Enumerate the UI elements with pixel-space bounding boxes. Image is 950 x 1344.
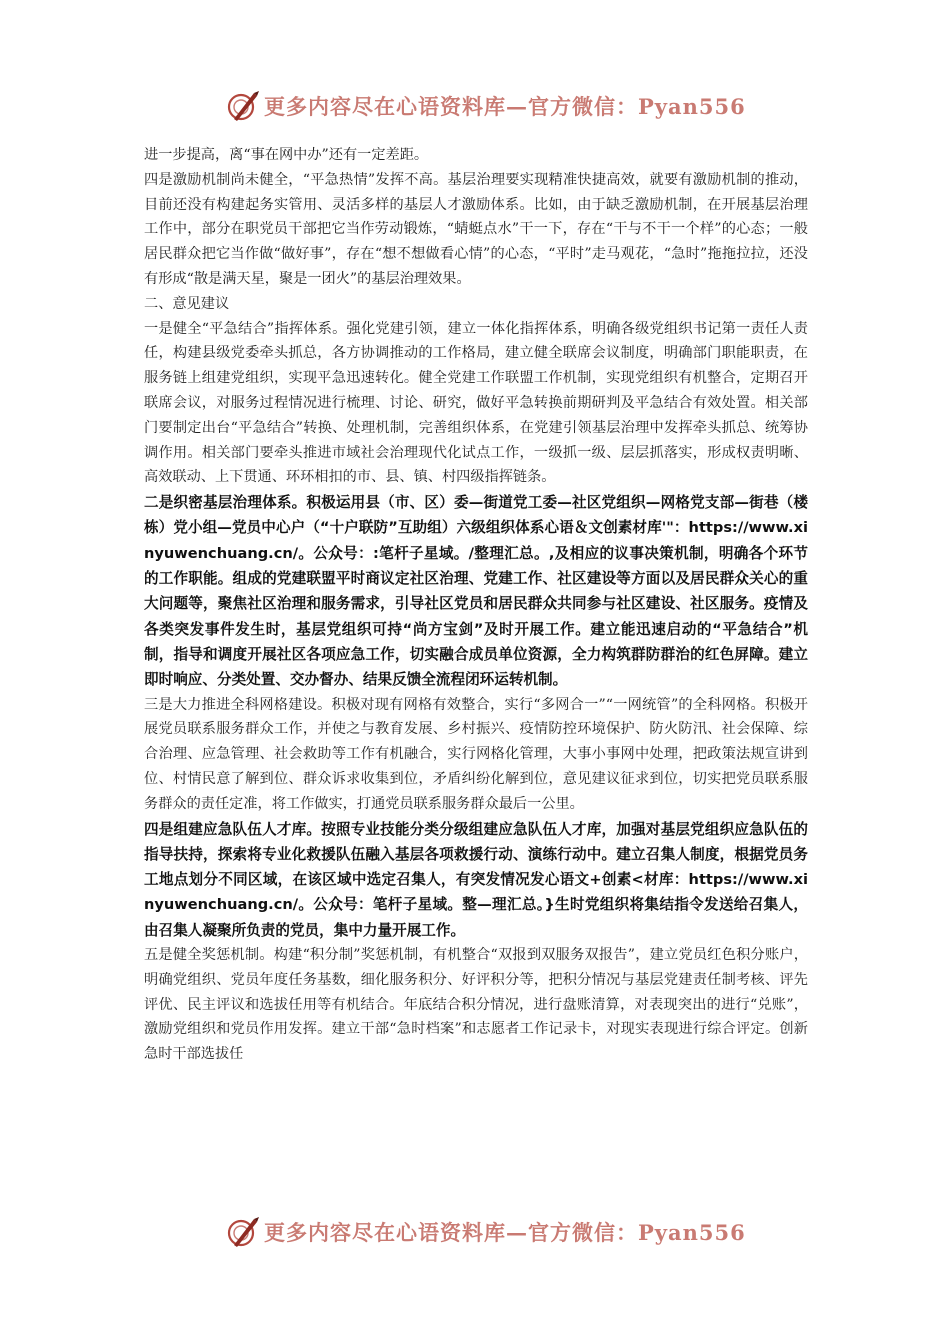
paragraph-bold: 二是织密基层治理体系。积极运用县（市、区）委—街道党工委—社区党组织—网格党支部—街巷（楼栋）党小组—党员中心户（“十户联防”互助组）六级组织体系心语＆文创素材库'"：https://www.xinyuwenchuang.cn/。公众号：:笔杆子星域。/整理汇总。,及相应的议事决策机制，明确各个环节的工作职能。组成的党建联盟平时商议定社区治理、党建工作、社区建设等方面以及居民群众关心的重大问题等，聚焦社区治理和服务需求，引导社区党员和居民群众共同参与社区建设、社区服务。疫情及各类突发事件发生时，基层党组织可持“尚方宝剑”及时开展工作。建立能迅速启动的“平急结合”机制，指导和调度开展社区各项应急工作，切实融合成员单位资源，全力构筑群防群治的红色屏障。建立即时响应、分类处置、交办督办、结果反馈全流程闭环运转机制。: [144, 494, 808, 689]
document-body: [144, 143, 808, 1067]
header-banner[interactable]: [226, 86, 746, 126]
paragraph: 一是健全“平急结合”指挥体系。强化党建引领，建立一体化指挥体系，明确各级党组织书记第一责任人责任，构建县级党委牵头抓总，各方协调推动的工作格局，建立健全联席会议制度，明确部门职能职责，在服务链上组建党组织，实现平急迅速转化。健全党建工作联盟工作机制，实现党组织有机整合，定期召开联席会议，对服务过程情况进行梳理、讨论、研究，做好平急转换前期研判及平急结合有效处置。相关部门要制定出台“平急结合”转换、处理机制，完善组织体系，在党建引领基层治理中发挥牵头抓总、统筹协调作用。相关部门要牵头推进市域社会治理现代化试点工作，一级抓一级、层层抓落实，形成权责明晰、高效联动、上下贯通、环环相扣的市、县、镇、村四级指挥链条。: [144, 320, 808, 486]
pen-logo-icon: [226, 89, 260, 123]
pen-logo-icon: [226, 1215, 260, 1249]
banner-text: 更多内容尽在心语资料库—官方微信：Pyan556: [264, 94, 746, 119]
section-heading: 二、意见建议: [144, 295, 230, 312]
paragraph: 三是大力推进全科网格建设。积极对现有网格有效整合，实行“多网合一”“一网统管”的全科网格。积极开展党员联系服务群众工作，并使之与教育发展、乡村振兴、疫情防控环境保护、防火防汛、社会保障、综合治理、应急管理、社会救助等工作有机融合，实行网格化管理，大事小事网中处理，把政策法规宣讲到位、村情民意了解到位、群众诉求收集到位，矛盾纠纷化解到位，意见建议征求到位，切实把党员联系服务群众的责任定准，将工作做实，打通党员联系服务群众最后一公里。: [144, 696, 808, 812]
paragraph-bold: 四是组建应急队伍人才库。按照专业技能分类分级组建应急队伍人才库，加强对基层党组织应急队伍的指导扶持，探索将专业化救援队伍融入基层各项救援行动、演练行动中。建立召集人制度，根据党员务工地点划分不同区域，在该区域中选定召集人，有突发情况发心语文+创素<材库：https://www.xinyuwenchuang.cn/。公众号：笔杆子星域。整—理汇总。}生时党组织将集结指令发送给召集人，由召集人凝聚所负责的党员，集中力量开展工作。: [144, 820, 808, 939]
paragraph: 四是激励机制尚未健全，“平急热情”发挥不高。基层治理要实现精准快捷高效，就要有激励机制的推动，目前还没有构建起务实管用、灵活多样的基层人才激励体系。比如，由于缺乏激励机制，在开展基层治理工作中，部分在职党员干部把它当作劳动锻炼，“蜻蜓点水”干一下，存在“干与不干一个样”的心态；一般居民群众把它当作做“做好事”，存在“想不想做看心情”的心态，“平时”走马观花，“急时”拖拖拉拉，还没有形成“散是满天星，聚是一团火”的基层治理效果。: [144, 171, 808, 287]
footer-banner[interactable]: [226, 1212, 746, 1252]
banner-text: 更多内容尽在心语资料库—官方微信：Pyan556: [264, 1220, 746, 1245]
paragraph: 进一步提高，离“事在网中办”还有一定差距。: [144, 147, 429, 163]
paragraph: 五是健全奖惩机制。构建“积分制”奖惩机制，有机整合“双报到双服务双报告”，建立党员红色积分账户，明确党组织、党员年度任务基数，细化服务积分、好评积分等，把积分情况与基层党建责任制考核、评先评优、民主评议和选拔任用等有机结合。年底结合积分情况，进行盘账清算，对表现突出的进行“兑账”，激励党组织和党员作用发挥。建立干部“急时档案”和志愿者工作记录卡，对现实表现进行综合评定。创新急时干部选拔任: [144, 947, 808, 1063]
